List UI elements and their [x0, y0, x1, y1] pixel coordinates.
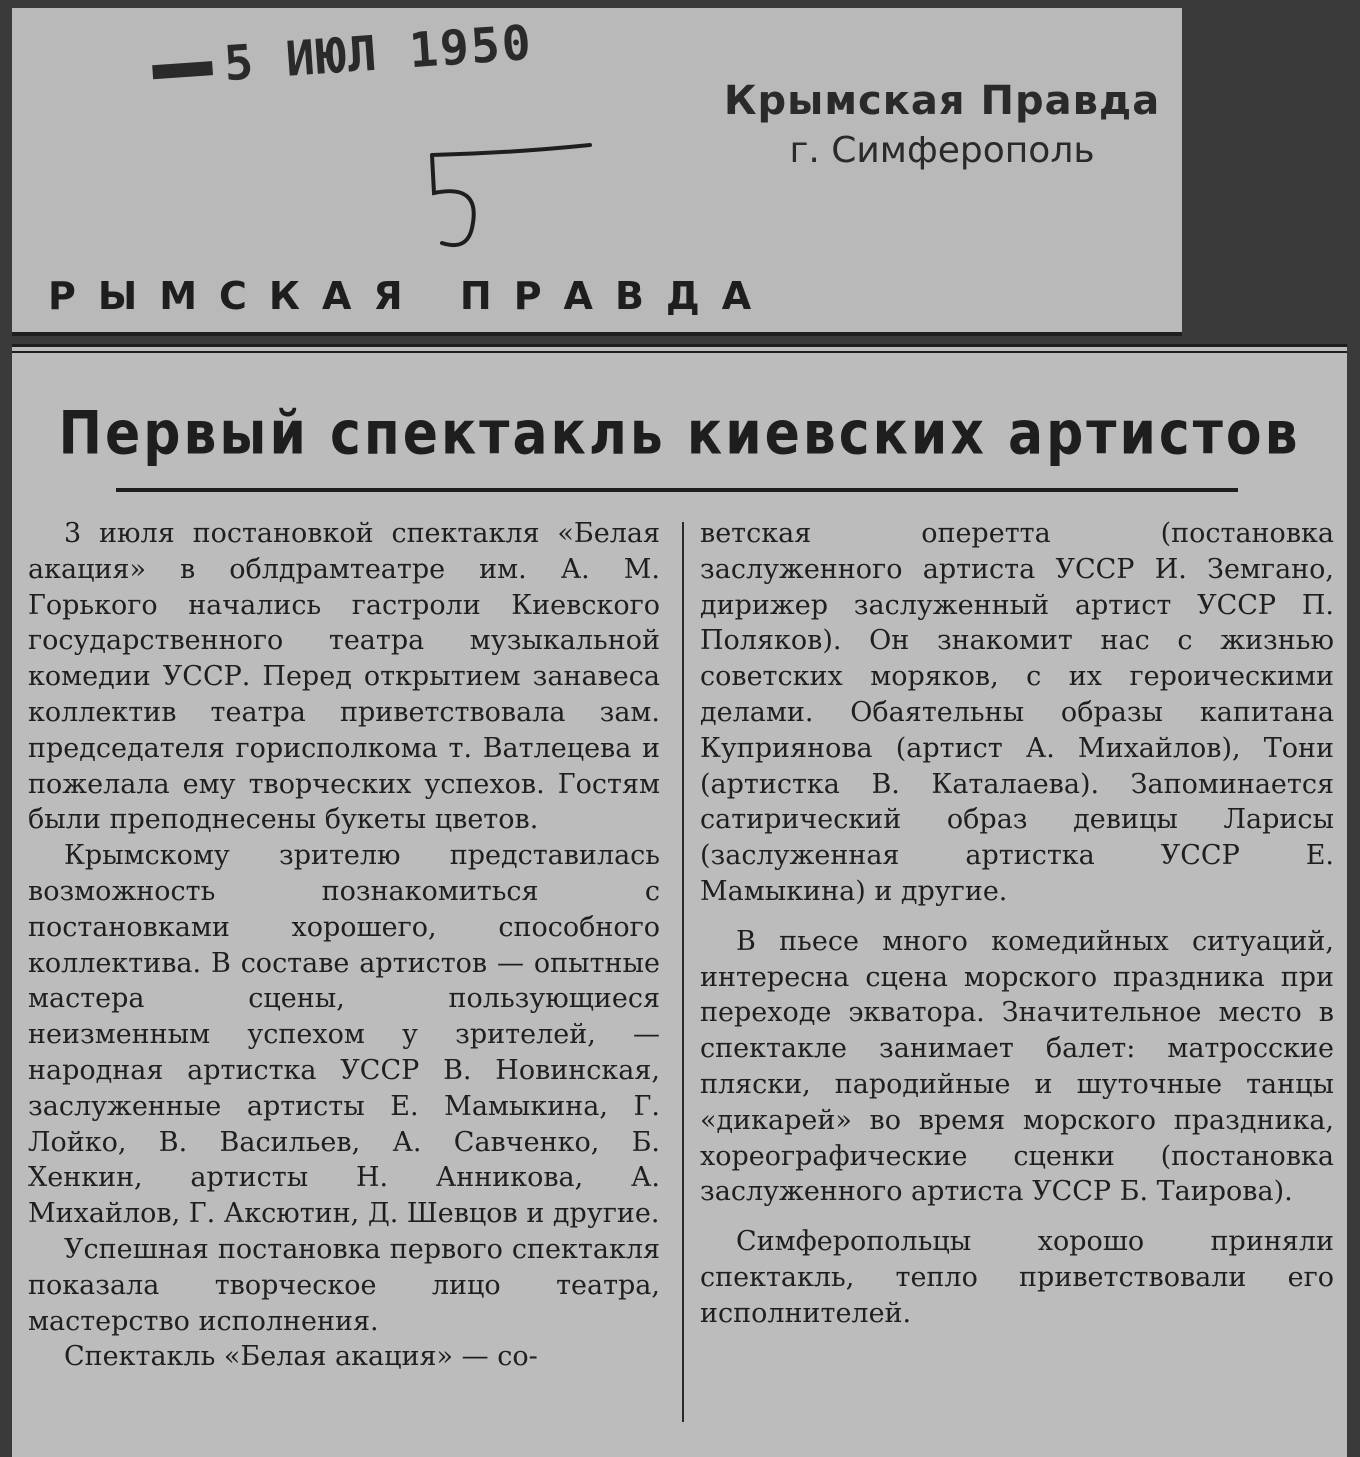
- header-clipping: [12, 8, 1182, 334]
- stamp-dash: [152, 61, 213, 79]
- left-column: [28, 516, 660, 1375]
- newspaper-stamp: [702, 78, 1182, 171]
- article-top-rule-thin: [12, 351, 1347, 353]
- handwritten-mark: [412, 133, 602, 263]
- headline-rule: [116, 488, 1238, 492]
- paragraph: В пьесе много комедийных ситуаций, интересна сцена морского праздника при переходе экватора. Значительное место в спектакле занимает балет: матросские пляски, пародийные и шуточные танцы «дикарей» во время морского праздника, хореографические сценки (постановка заслуженного артиста УССР Б. Таирова).: [700, 925, 1334, 1208]
- paragraph: 3 июля постановкой спектакля «Белая акация» в облдрамтеатре им. А. М. Горького начались гастроли Киевского государственного театра музыкальной комедии УССР. Перед открытием занавеса коллектив театра приветствовала зам. председателя горисполкома т. Ватлецева и пожелала ему творческих успехов. Гостям были преподнесены букеты цветов.: [28, 518, 660, 836]
- top-rule: [12, 332, 1182, 336]
- stamp-paper-name: Крымская Правда: [723, 78, 1161, 124]
- masthead: РЫМСКАЯ ПРАВДА: [48, 274, 774, 318]
- article-clipping: [12, 344, 1347, 1457]
- stamp-date-text: 5 ИЮЛ 1950: [222, 14, 535, 93]
- paragraph: ветская оперетта (постановка заслуженного артиста УССР И. Земгано, дирижер заслуженный артист УССР П. Поляков). Он знакомит нас с жизнью советских моряков, с их героическими делами. Обаятельны образы капитана Куприянова (артист А. Михайлов), Тони (артистка В. Каталаева). Запоминается сатирический образ девицы Ларисы (заслуженная артистка УССР Е. Мамыкина) и другие.: [700, 518, 1334, 907]
- column-divider: [682, 522, 684, 1422]
- paragraph: Симферопольцы хорошо приняли спектакль, тепло приветствовали его исполнителей.: [700, 1226, 1334, 1329]
- article-headline: Первый спектакль киевских артистов: [58, 399, 1301, 469]
- date-stamp: [151, 15, 535, 97]
- article-top-rule: [12, 344, 1347, 347]
- right-column: [700, 516, 1334, 1332]
- stamp-city: г. Симферополь: [789, 130, 1095, 171]
- paragraph: Спектакль «Белая акация» — со-: [64, 1341, 538, 1373]
- paragraph: Успешная постановка первого спектакля показала творческое лицо театра, мастерство исполнения.: [28, 1233, 660, 1337]
- paragraph: Крымскому зрителю представилась возможность познакомиться с постановками хорошего, способного коллектива. В составе артистов — опытные мастера сцены, пользующиеся неизменным успехом у зрителей, — народная артистка УССР В. Новинская, заслуженные артисты Е. Мамыкина, Г. Лойко, В. Васильев, А. Савченко, Б. Хенкин, артисты Н. Анникова, А. Михайлов, Г. Аксютин, Д. Шевцов и другие.: [28, 840, 660, 1230]
